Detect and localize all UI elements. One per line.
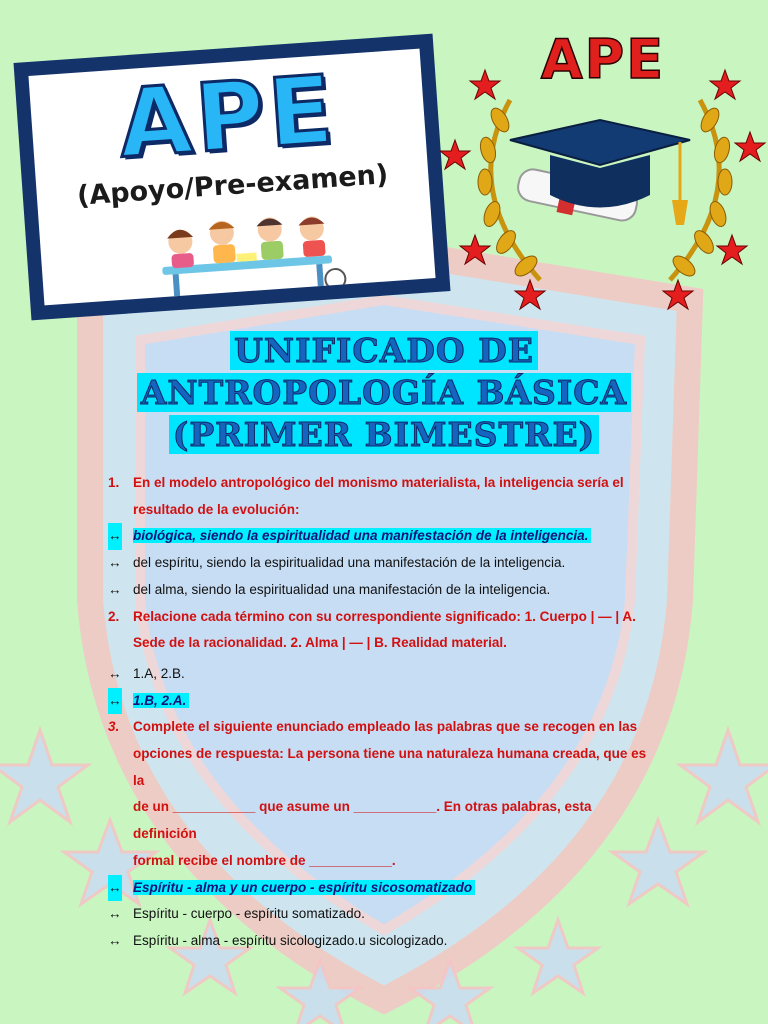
double-arrow-icon: ↔	[108, 555, 122, 571]
document-title	[0, 330, 768, 456]
option-text: Espíritu - cuerpo - espíritu somatizado.	[133, 906, 365, 922]
questions-list	[108, 470, 648, 955]
question-line: Complete el siguiente enunciado empleado las palabras que se recogen en las	[133, 719, 638, 735]
double-arrow-icon: ↔	[108, 688, 122, 715]
option-text: del alma, siendo la espiritualidad una manifestación de la inteligencia.	[133, 581, 551, 597]
title-line-2: ANTROPOLOGÍA BÁSICA	[137, 373, 631, 412]
option-text: del espíritu, siendo la espiritualidad una manifestación de la inteligencia.	[133, 555, 566, 571]
question-3-line-4	[108, 848, 648, 875]
answer-option[interactable]	[108, 550, 648, 577]
option-text: 1.B, 2.A.	[133, 693, 189, 708]
answer-option[interactable]	[108, 928, 648, 955]
title-line-1: UNIFICADO DE	[230, 331, 538, 370]
question-3	[108, 714, 648, 741]
ape-logo-subtitle: (Apoyo/Pre-examen)	[76, 159, 390, 212]
double-arrow-icon: ↔	[108, 932, 122, 948]
kids-studying-illustration	[139, 202, 355, 305]
question-line: Sede de la racionalidad. 2. Alma | — | B. Realidad material.	[133, 635, 507, 651]
question-3-line-3	[108, 794, 648, 847]
question-number: 1.	[108, 475, 120, 490]
ape-logo-card-inner	[28, 49, 435, 306]
answer-option-correct[interactable]	[108, 875, 648, 902]
question-line: resultado de la evolución:	[133, 501, 300, 517]
question-line: opciones de respuesta: La persona tiene una naturaleza humana creada, que es la	[133, 746, 647, 788]
answer-option-correct[interactable]	[108, 523, 648, 550]
question-line: Relacione cada término con su correspondiente significado: 1. Cuerpo | — | A.	[133, 608, 636, 624]
option-text: Espíritu - alma y un cuerpo - espíritu sicosomatizado	[133, 880, 475, 895]
double-arrow-icon: ↔	[108, 875, 122, 902]
question-number: 2.	[108, 608, 120, 624]
question-line: En el modelo antropológico del monismo materialista, la inteligencia sería el	[133, 475, 624, 490]
question-2	[108, 604, 648, 631]
question-line: de un ___________ que asume un ___________. En otras palabras, esta definición	[133, 799, 592, 842]
question-2-line-2	[108, 630, 648, 657]
option-text: 1.A, 2.B.	[133, 665, 185, 681]
question-line: formal recibe el nombre de ___________.	[133, 852, 396, 868]
answer-option[interactable]	[108, 661, 648, 688]
emblem-ape-text: APE	[540, 28, 666, 91]
ape-logo-card	[14, 34, 451, 321]
question-number: 3.	[108, 719, 120, 735]
double-arrow-icon: ↔	[108, 665, 122, 681]
double-arrow-icon: ↔	[108, 581, 122, 597]
answer-option[interactable]	[108, 901, 648, 928]
ape-logo-text: APE	[115, 55, 341, 180]
option-text: Espíritu - alma - espíritu sicologizado.u sicologizado.	[133, 932, 448, 948]
title-line-3: (PRIMER BIMESTRE)	[169, 415, 599, 454]
question-1	[108, 470, 648, 497]
answer-option[interactable]	[108, 577, 648, 604]
question-1-line-2	[108, 497, 648, 524]
question-3-line-2	[108, 741, 648, 794]
answer-option-correct[interactable]	[108, 688, 648, 715]
option-text: biológica, siendo la espiritualidad una manifestación de la inteligencia.	[133, 528, 591, 543]
double-arrow-icon: ↔	[108, 906, 122, 922]
double-arrow-icon: ↔	[108, 523, 122, 550]
